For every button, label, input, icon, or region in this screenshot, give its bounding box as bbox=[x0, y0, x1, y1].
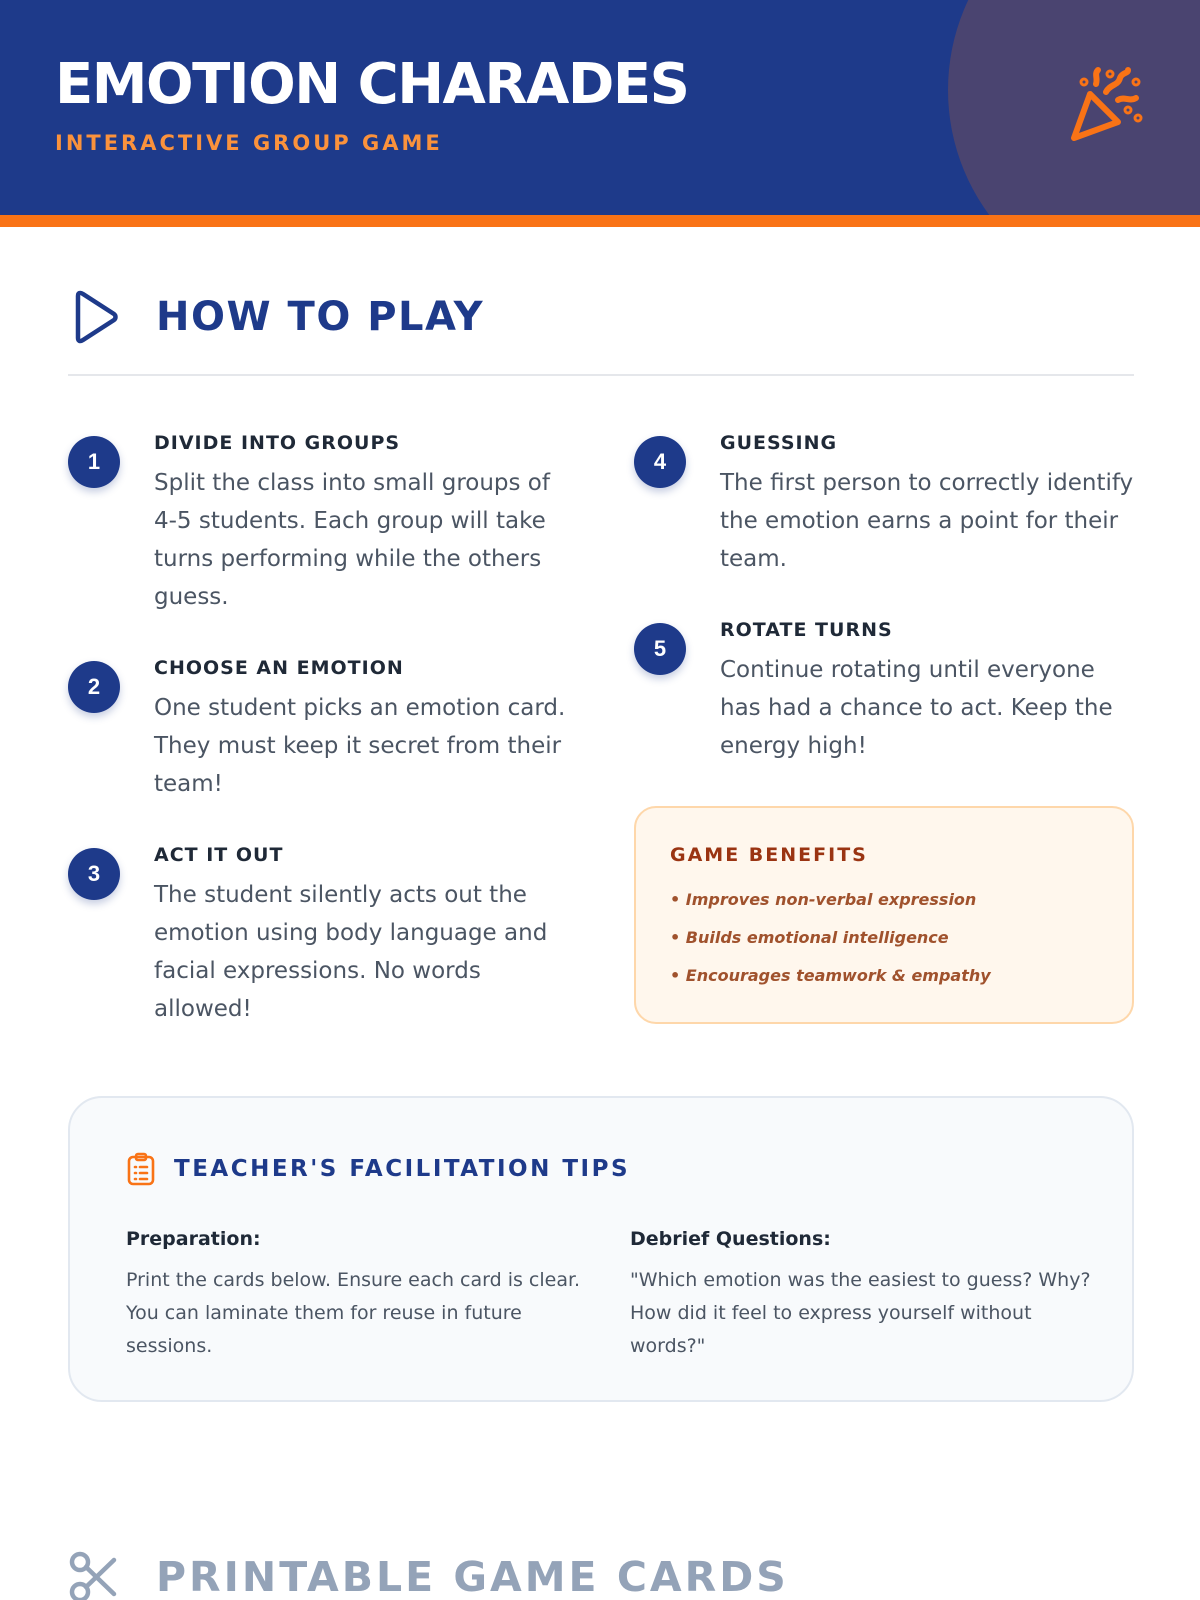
benefit-item: • Improves non-verbal expression bbox=[670, 890, 977, 909]
step-text: The first person to correctly identify the emotion earns a point for their team. bbox=[720, 470, 1134, 572]
tip-text: "Which emotion was the easiest to guess? Why? How did it feel to express yourself without words?" bbox=[630, 1269, 1091, 1357]
clipboard-icon bbox=[126, 1152, 156, 1186]
page-title: EMOTION CHARADES bbox=[55, 52, 689, 117]
step-title: GUESSING bbox=[720, 432, 838, 454]
header-accent-stripe bbox=[0, 215, 1200, 227]
tips-heading bbox=[126, 1152, 630, 1186]
page-subtitle: INTERACTIVE GROUP GAME bbox=[55, 131, 443, 155]
benefit-item: • Encourages teamwork & empathy bbox=[670, 966, 991, 985]
step-number: 5 bbox=[634, 623, 686, 675]
step-number: 2 bbox=[68, 661, 120, 713]
step-title: DIVIDE INTO GROUPS bbox=[154, 432, 401, 454]
step-text: Continue rotating until everyone has had a chance to act. Keep the energy high! bbox=[720, 657, 1113, 759]
tips-title: TEACHER'S FACILITATION TIPS bbox=[174, 1156, 631, 1182]
tip-text: Print the cards below. Ensure each card is clear. You can laminate them for reuse in future sessions. bbox=[126, 1269, 581, 1357]
section-title: HOW TO PLAY bbox=[156, 294, 485, 340]
step-title: CHOOSE AN EMOTION bbox=[154, 657, 404, 679]
step-title: ROTATE TURNS bbox=[720, 619, 893, 641]
how-to-play-heading bbox=[68, 290, 484, 344]
game-benefits-card bbox=[634, 806, 1134, 1024]
step-number: 1 bbox=[68, 436, 120, 488]
step-title: ACT IT OUT bbox=[154, 844, 284, 866]
section-title: PRINTABLE GAME CARDS bbox=[156, 1553, 789, 1600]
step-text: One student picks an emotion card. They must keep it secret from their team! bbox=[154, 695, 566, 797]
benefit-item: • Builds emotional intelligence bbox=[670, 928, 949, 947]
step-text: Split the class into small groups of 4-5 students. Each group will take turns performing while the others guess. bbox=[154, 470, 550, 610]
party-popper-icon bbox=[1066, 66, 1146, 146]
benefits-title: GAME BENEFITS bbox=[670, 844, 868, 866]
section-divider bbox=[68, 374, 1134, 376]
step-number: 4 bbox=[634, 436, 686, 488]
page-header bbox=[0, 0, 1200, 215]
step-text: The student silently acts out the emotion using body language and facial expressions. No words allowed! bbox=[154, 882, 548, 1022]
play-icon bbox=[68, 290, 122, 344]
step-number: 3 bbox=[68, 848, 120, 900]
printable-cards-heading bbox=[68, 1550, 789, 1600]
preparation-tip bbox=[126, 1228, 596, 1363]
tip-label: Debrief Questions: bbox=[630, 1228, 831, 1250]
scissors-icon bbox=[68, 1550, 122, 1600]
teacher-tips-card bbox=[68, 1096, 1134, 1402]
tip-label: Preparation: bbox=[126, 1228, 261, 1250]
debrief-tip bbox=[630, 1228, 1100, 1363]
